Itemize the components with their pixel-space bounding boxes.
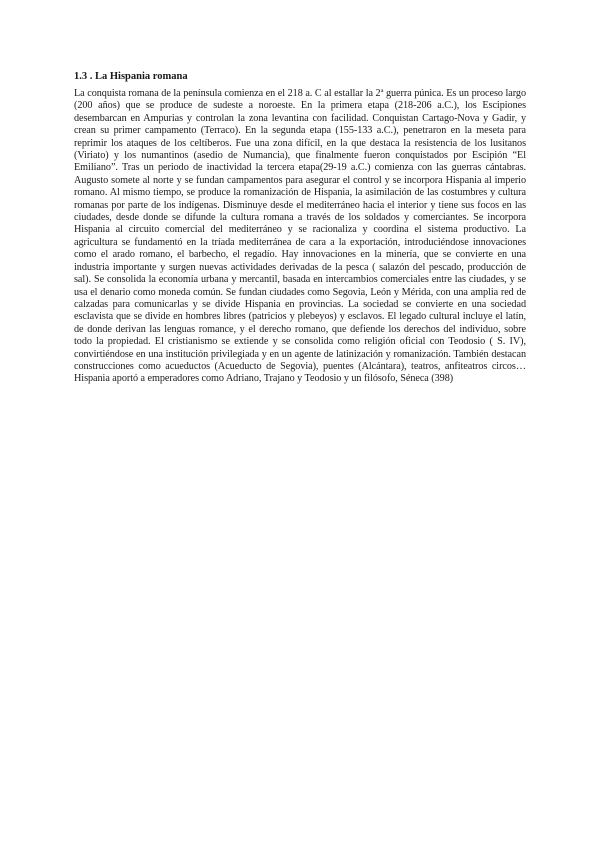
section-heading: 1.3 . La Hispania romana [74, 71, 188, 82]
section-paragraph: La conquista romana de la península comienza en el 218 a. C al estallar la 2ª guerra púnica. Es un proceso largo (200 años) que se produce de sudeste a noroeste. En la primera etapa (218-206 a.C.), los Escipiones desembarcan en Ampurias y controlan la zona levantina con facilidad. Conquistan Cartago-Nova y Gadir, y crean su primer campamento (Terraco). En la segunda etapa (155-133 a.C.), penetraron en la meseta para reprimir los ataques de los celtíberos. Fue una zona difícil, en la que destaca la resistencia de los lusitanos (Viriato) y los numantinos (asedio de Numancia), que finalmente fueron conquistados por Escipión “El Emiliano”. Tras un periodo de inactividad la tercera etapa(29-19 a.C.) comienza con las guerras cántabras. Augusto somete al norte y se fundan campamentos para asegurar el control y se incorpora Hispania al imperio romano. Al mismo tiempo, se produce la romanización de Hispania, la asimilación de las costumbres y cultura romanas por parte de los indígenas. Disminuye desde el mediterráneo hacia el interior y tiene sus focos en las ciudades, desde donde se difunde la cultura romana a través de los soldados y comerciantes. Se incorpora Hispania al circuito comercial del mediterráneo y se racionaliza y coordina el sistema productivo. La agricultura se fundamentó en la tríada mediterránea de cara a la exportación, introduciéndose innovaciones como el arado romano, el barbecho, el regadío. Hay innovaciones en la minería, que se convierte en una industria importante y surgen nuevas actividades derivadas de la pesca ( salazón del pescado, producción de sal). Se consolida la economía urbana y mercantil, basada en intercambios comerciales entre las ciudades, y se usa el denario como moneda común. Se fundan ciudades como Segovia, León y Mérida, con una amplia red de calzadas para comunicarlas y se divide Hispania en provincias. La sociedad se convierte en una sociedad esclavista que se divide en hombres libres (patricios y plebeyos) y esclavos. El legado cultural incluye el latín, de donde derivan las lenguas romance, y el derecho romano, que defiende los derechos del individuo, sobre todo la propiedad. El cristianismo se extiende y se consolida como religión oficial con Teodosio ( S. IV), convirtiéndose en una institución privilegiada y en un agente de latinización y romanización. También destacan construcciones como acueductos (Acueducto de Segovia), puentes (Alcántara), teatros, anfiteatros circos… Hispania aportó a emperadores como Adriano, Trajano y Teodosio y un filósofo, Séneca (398) [74, 88, 526, 385]
document-content [74, 70, 526, 386]
